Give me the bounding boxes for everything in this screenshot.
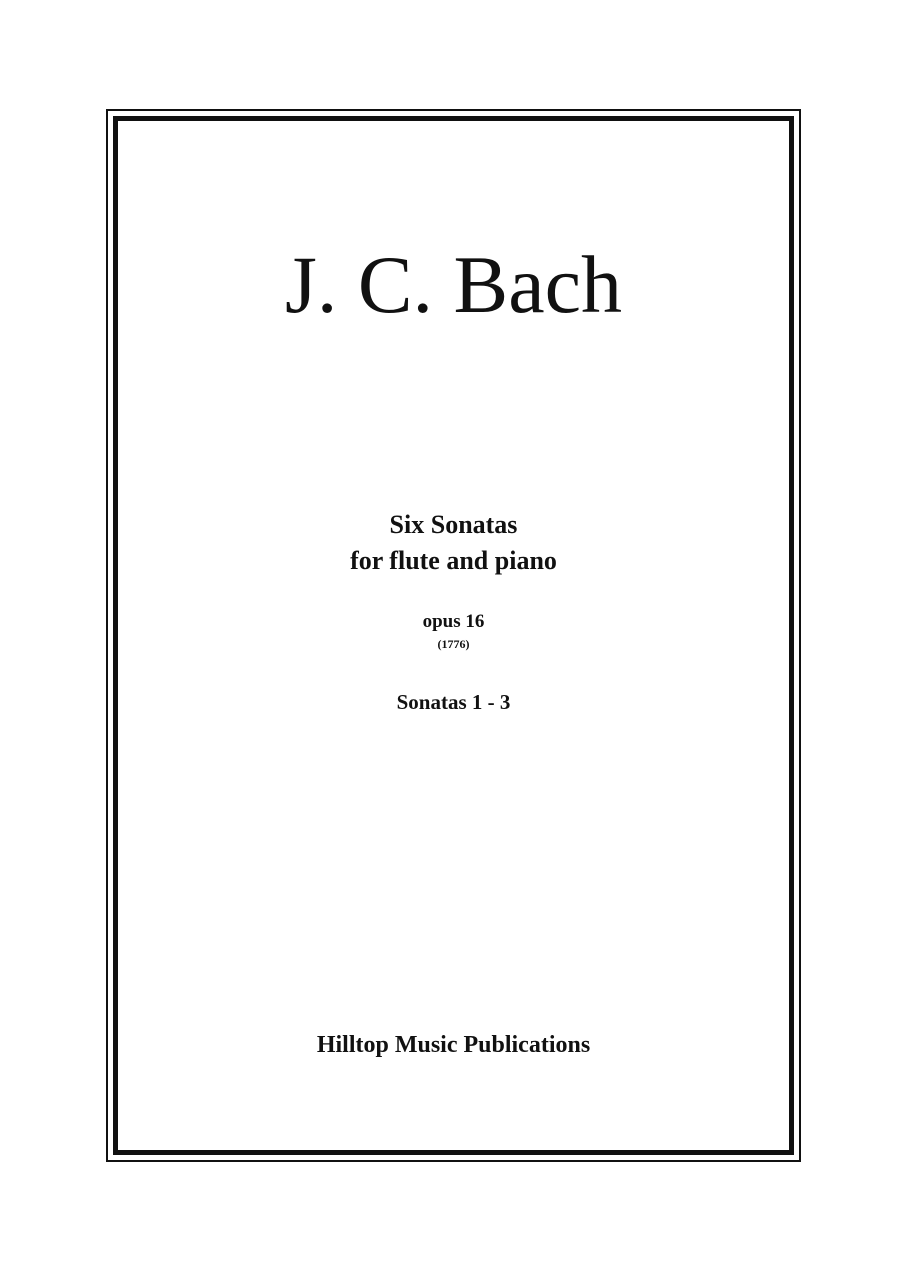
opus-number: opus 16 bbox=[422, 611, 485, 632]
work-title: Six Sonatas bbox=[389, 510, 518, 539]
publisher-name: Hilltop Music Publications bbox=[316, 1032, 591, 1058]
composer-name: J. C. Bach bbox=[284, 239, 623, 330]
volume-contents: Sonatas 1 - 3 bbox=[396, 690, 511, 714]
composition-year: (1776) bbox=[437, 637, 470, 651]
work-instrumentation: for flute and piano bbox=[350, 546, 557, 575]
